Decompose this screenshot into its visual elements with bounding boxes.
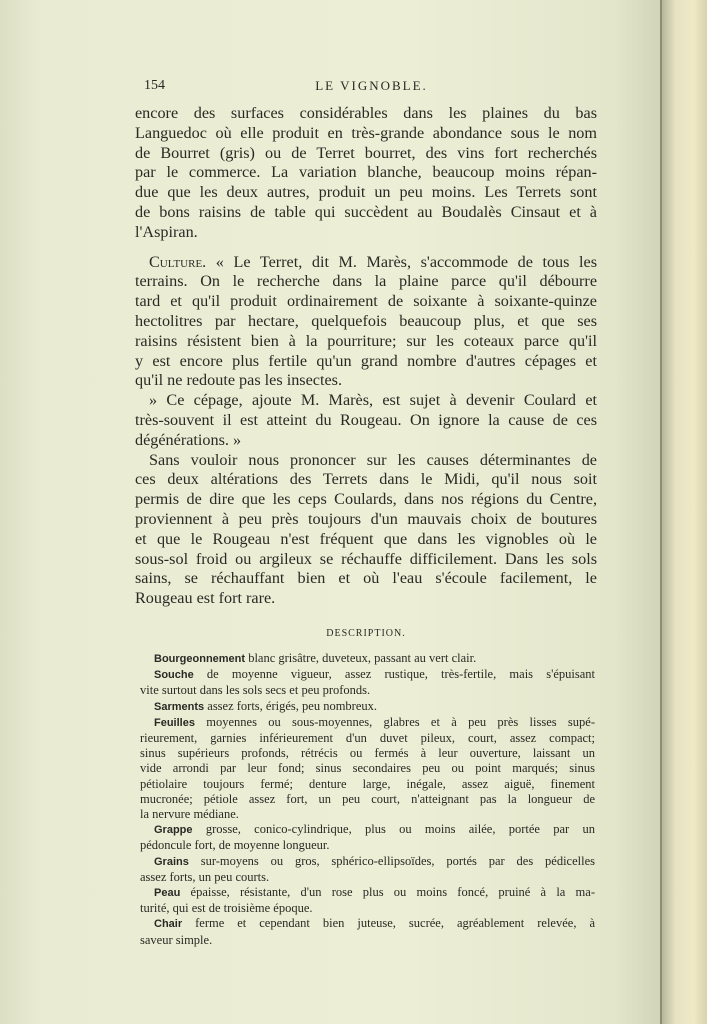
line-text: encore des surfaces considérables dans les plaines du bas xyxy=(135,104,597,122)
line-text: vite surtout dans les sols secs et peu profonds. xyxy=(140,683,371,698)
line-text: hectolitres par hectare, quelquefois beaucoup plus, et que ses xyxy=(135,311,597,330)
description-term: Peau xyxy=(154,887,181,900)
text-line xyxy=(135,490,597,510)
text-line xyxy=(140,933,595,948)
text-line xyxy=(135,530,597,550)
description-term: Chair xyxy=(154,918,183,931)
text-line xyxy=(140,651,595,667)
text-line xyxy=(135,451,597,471)
text-line xyxy=(135,470,597,490)
line-text: permis de dire que les ceps Coulards, dans nos régions du Centre, xyxy=(135,490,597,509)
text-line xyxy=(135,144,597,164)
text-line xyxy=(140,683,595,698)
description-term: Grappe xyxy=(154,824,193,837)
description-item xyxy=(140,822,595,853)
text-line xyxy=(135,589,597,609)
text-line xyxy=(140,854,595,870)
text-line xyxy=(135,292,597,312)
text-line xyxy=(135,104,597,124)
line-text: ferme et cependant bien juteuse, sucrée, agréablement relevée, à xyxy=(195,916,595,931)
text-line xyxy=(140,667,595,683)
text-line xyxy=(135,203,597,223)
line-text: Rougeau est fort rare. xyxy=(135,589,276,608)
description-item xyxy=(140,651,595,667)
main-text xyxy=(135,104,597,609)
description-heading: DESCRIPTION. xyxy=(326,628,406,639)
line-text: l'Aspiran. xyxy=(135,222,198,241)
section-lead: Culture. xyxy=(149,252,207,271)
text-line xyxy=(135,124,597,144)
line-text: due que les deux autres, produit un peu moins. Les Terrets sont xyxy=(135,183,597,202)
description-term: Souche xyxy=(154,669,194,682)
line-text: blanc grisâtre, duveteux, passant au vert clair. xyxy=(248,651,477,665)
line-text: sinus supérieurs profonds, rétrécis ou fermés à leur ouverture, laissant un xyxy=(140,746,595,761)
line-text: la nervure médiane. xyxy=(140,807,239,822)
page-number: 154 xyxy=(144,78,165,93)
line-text: saveur simple. xyxy=(140,932,213,947)
line-text: et que le Rougeau n'est fréquent que dans les vignobles où le xyxy=(135,529,597,548)
description-item xyxy=(140,854,595,885)
line-text: de moyenne vigueur, assez rustique, très-fertile, mais s'épuisant xyxy=(206,667,595,682)
line-text: sur-moyens ou gros, sphérico-ellipsoïdes, portés par des pédicelles xyxy=(200,853,596,868)
text-line xyxy=(135,312,597,332)
line-text: proviennent à peu près toujours d'un mauvais choix de boutures xyxy=(135,509,597,528)
description-term: Sarments xyxy=(154,700,205,713)
text-line xyxy=(140,870,595,885)
text-line xyxy=(135,411,597,431)
description-term: Feuilles xyxy=(154,716,195,729)
text-line xyxy=(140,807,595,822)
line-text: grosse, conico-cylindrique, plus ou moins ailée, portée par un xyxy=(205,822,596,837)
text-line xyxy=(135,391,597,411)
line-text: sous-sol froid ou argileux se réchauffe difficilement. Dans les sols xyxy=(135,549,597,568)
text-line xyxy=(135,569,597,589)
text-line xyxy=(140,901,595,916)
line-text: dégénérations. » xyxy=(135,430,242,449)
line-text: Languedoc où elle produit en très-grande abondance sous le nom xyxy=(135,123,597,142)
line-text: de bons raisins de table qui succèdent au Boudalès Cinsaut et à xyxy=(135,202,597,221)
text-line xyxy=(140,715,595,731)
description-item xyxy=(140,916,595,947)
line-text: moyennes ou sous-moyennes, glabres et à peu près lisses supé- xyxy=(206,714,595,729)
line-text: par le commerce. La variation blanche, beaucoup moins répan- xyxy=(135,163,597,182)
line-text: tard et qu'il produit ordinairement de soixante à soixante-quinze xyxy=(135,292,597,311)
text-line xyxy=(135,253,597,273)
line-text: qu'il ne redoute pas les insectes. xyxy=(135,371,342,390)
text-line xyxy=(135,510,597,530)
line-text: y est encore plus fertile qu'un grand nombre d'autres cépages et xyxy=(135,351,597,370)
text-line xyxy=(140,777,595,792)
running-title: LE VIGNOBLE. xyxy=(315,78,428,93)
text-line xyxy=(135,183,597,203)
text-line xyxy=(135,371,597,391)
text-line xyxy=(135,272,597,292)
line-text: épaisse, résistante, d'un rose plus ou moins foncé, pruiné à la ma- xyxy=(190,885,595,900)
text-line xyxy=(135,223,597,243)
description-item xyxy=(140,715,595,822)
text-line xyxy=(140,822,595,838)
line-text: rieurement, garnies inférieurement d'un duvet pileux, court, assez compact; xyxy=(140,731,595,746)
text-line xyxy=(135,550,597,570)
next-page-edge xyxy=(662,0,707,1024)
text-line xyxy=(135,332,597,352)
text-line xyxy=(135,431,597,451)
paragraph xyxy=(135,253,597,392)
line-text: sains, se réchauffant bien et où l'eau s'écoule facilement, le xyxy=(135,569,597,588)
line-text: mucronée; pétiole assez fort, un peu court, n'atteignant pas la longueur de xyxy=(140,791,595,806)
line-text: assez forts, un peu courts. xyxy=(140,869,270,884)
line-text: » Ce cépage, ajoute M. Marès, est sujet à devenir Coulard et xyxy=(149,391,597,410)
line-text: de Bourret (gris) ou de Terret bourret, des vins fort recherchés xyxy=(135,143,597,162)
description-item xyxy=(140,667,595,698)
description-term: Grains xyxy=(154,855,189,868)
description-term: Bourgeonnement xyxy=(154,653,246,665)
line-text: assez forts, érigés, peu nombreux. xyxy=(207,698,378,713)
line-text: pétiolaire toujours fermé; denture large, inégale, assez aiguë, finement xyxy=(140,776,595,791)
text-line xyxy=(140,699,595,715)
text-line xyxy=(140,731,595,746)
description-item xyxy=(140,885,595,916)
line-text: vide arrondi par leur fond; sinus secondaires peu ou point marqués; sinus xyxy=(140,761,595,776)
line-text: turité, qui est de troisième époque. xyxy=(140,901,313,916)
line-text: très-souvent il est atteint du Rougeau. On ignore la cause de ces xyxy=(135,410,597,429)
description-list xyxy=(140,651,595,948)
line-text: raisins résistent bien à la pourriture; sur les coteaux parce qu'il xyxy=(135,331,597,350)
line-text: pédoncule fort, de moyenne longueur. xyxy=(140,838,330,853)
text-line xyxy=(140,885,595,901)
line-text: « Le Terret, dit M. Marès, s'accommode de tous les xyxy=(215,252,597,271)
text-line xyxy=(140,792,595,807)
line-text: Sans vouloir nous prononcer sur les causes déterminantes de xyxy=(149,450,597,469)
text-line xyxy=(140,916,595,932)
paragraph xyxy=(135,391,597,450)
text-line xyxy=(140,838,595,853)
description-item xyxy=(140,699,595,715)
text-line xyxy=(140,746,595,761)
paragraph xyxy=(135,451,597,609)
text-line xyxy=(135,163,597,183)
line-text: ces deux altérations des Terrets dans le Midi, qu'il nous soit xyxy=(135,470,597,489)
text-line xyxy=(135,352,597,372)
line-text: terrains. On le recherche dans la plaine parce qu'il débourre xyxy=(135,272,597,291)
text-line xyxy=(140,761,595,776)
paragraph xyxy=(135,104,597,243)
